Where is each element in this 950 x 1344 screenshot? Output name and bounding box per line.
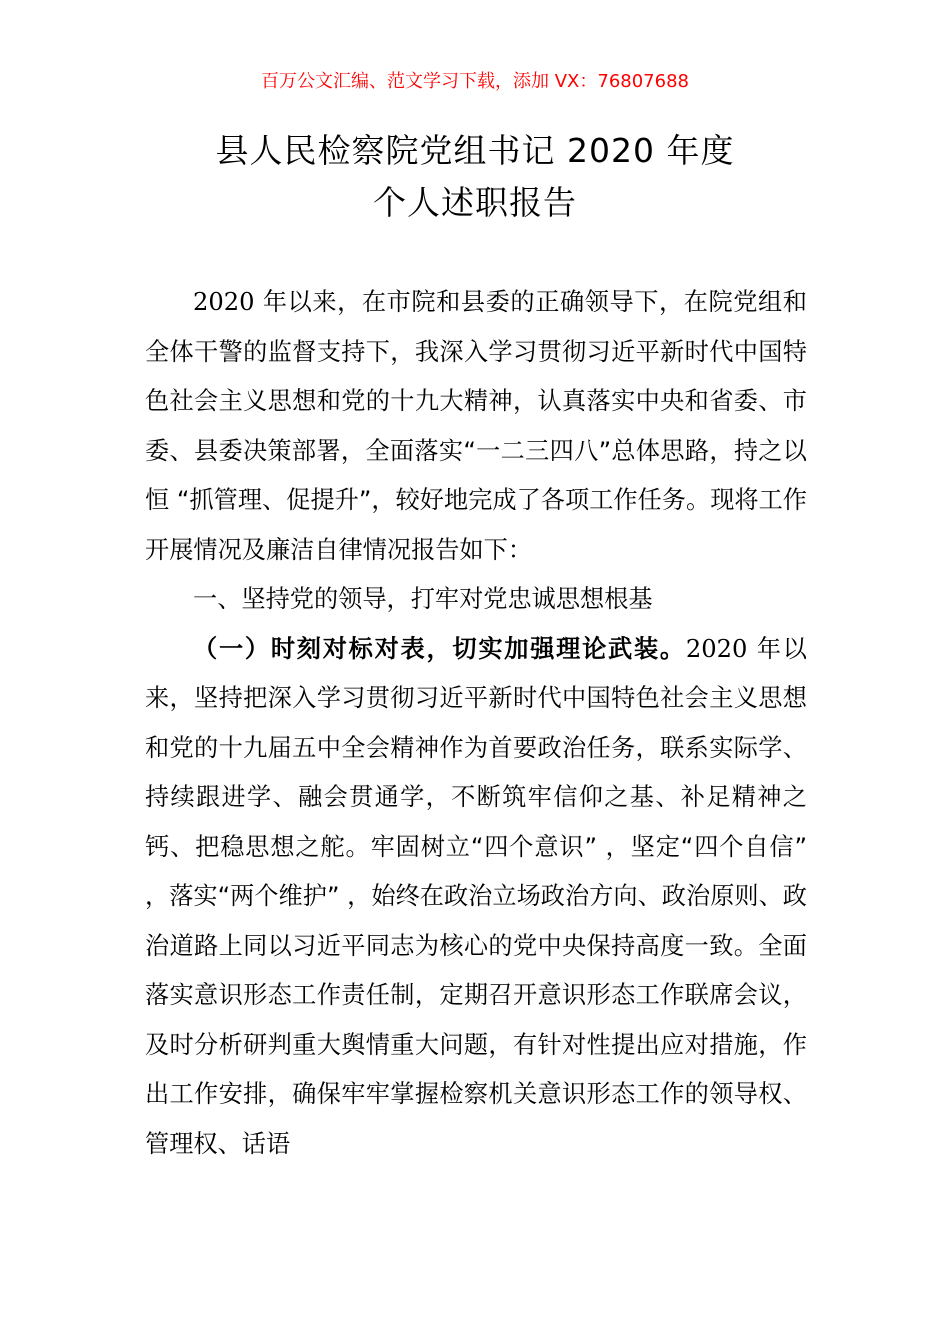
- subsection-paragraph-1: [145, 625, 807, 1170]
- document-title-line1: 县人民检察院党组书记 2020 年度: [215, 131, 735, 170]
- document-title-line2: 个人述职报告: [373, 183, 577, 222]
- document-body: [145, 278, 807, 1169]
- subsection-year: 2020: [685, 634, 748, 663]
- header-note: 百万公文汇编、范文学习下载，添加 VX：76807688: [261, 71, 689, 92]
- section-heading-1: 一、坚持党的领导，打牢对党忠诚思想根基: [193, 585, 653, 613]
- intro-paragraph: [145, 278, 807, 575]
- subsection-heading-1: （一）时刻对标对表，切实加强理论武装。: [193, 634, 686, 663]
- subsection-text: 年以来，坚持把深入学习贯彻习近平新时代中国特色社会主义思想和党的十九届五中全会精神作为首要政治任务，联系实际学、持续跟进学、融会贯通学，不断筑牢信仰之基、补足精神之钙、把稳思想之舵。牢固树立“四个意识” ，坚定“四个自信” ，落实“两个维护” ，始终在政治立场政治方向、政治原则、政治道路上同以习近平同志为核心的党中央保持高度一致。全面落实意识形态工作责任制，定期召开意识形态工作联席会议，及时分析研判重大舆情重大问题，有针对性提出应对措施，作出工作安排，确保牢牢掌握检察机关意识形态工作的领导权、管理权、话语: [145, 634, 807, 1158]
- intro-text: 年以来，在市院和县委的正确领导下，在院党组和全体干警的监督支持下，我深入学习贯彻习近平新时代中国特色社会主义思想和党的十九大精神，认真落实中央和省委、市委、县委决策部署，全面落实“一二三四八”总体思路，持之以恒 “抓管理、促提升”，较好地完成了各项工作任务。现将工作开展情况及廉洁自律情况报告如下：: [145, 288, 807, 564]
- intro-year: 2020: [193, 288, 255, 316]
